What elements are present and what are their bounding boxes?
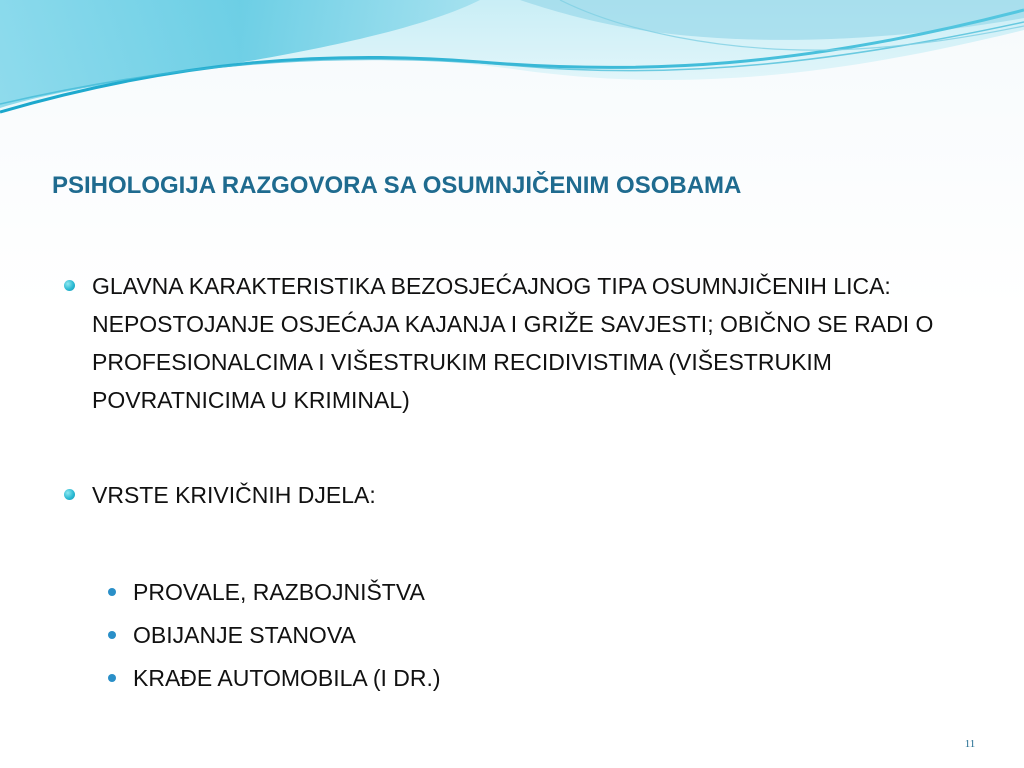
blue-dot-bullet-icon xyxy=(108,674,116,682)
teal-round-bullet-icon xyxy=(64,489,75,500)
sub-bullet-text: OBIJANJE STANOVA xyxy=(133,622,356,648)
bullet-list xyxy=(60,267,960,700)
sub-bullet-text: KRAĐE AUTOMOBILA (I DR.) xyxy=(133,665,441,691)
blue-dot-bullet-icon xyxy=(108,588,116,596)
bullet-item-characteristic xyxy=(60,267,960,419)
sub-bullet-item xyxy=(60,571,960,614)
sub-bullet-item xyxy=(60,657,960,700)
spacer xyxy=(60,514,960,571)
bullet-text: GLAVNA KARAKTERISTIKA BEZOSJEĆAJNOG TIPA OSUMNJIČENIH LICA: NEPOSTOJANJE OSJEĆAJA KAJANJA I GRIŽE SAVJESTI; OBIČNO SE RADI O PROFESIONALCIMA I VIŠESTRUKIM RECIDIVISTIMA (VIŠESTRUKIM POVRATNICIMA U KRIMINAL) xyxy=(92,273,934,413)
bullet-item-crime-types xyxy=(60,476,960,514)
blue-dot-bullet-icon xyxy=(108,631,116,639)
slide-title: PSIHOLOGIJA RAZGOVORA SA OSUMNJIČENIM OSOBAMA xyxy=(52,172,742,199)
bullet-text: VRSTE KRIVIČNIH DJELA: xyxy=(92,482,376,508)
spacer xyxy=(60,419,960,476)
page-number: 11 xyxy=(964,738,976,750)
sub-bullet-text: PROVALE, RAZBOJNIŠTVA xyxy=(133,579,425,605)
sub-bullet-item xyxy=(60,614,960,657)
teal-round-bullet-icon xyxy=(64,280,75,291)
header-wave-decoration xyxy=(0,0,1024,130)
